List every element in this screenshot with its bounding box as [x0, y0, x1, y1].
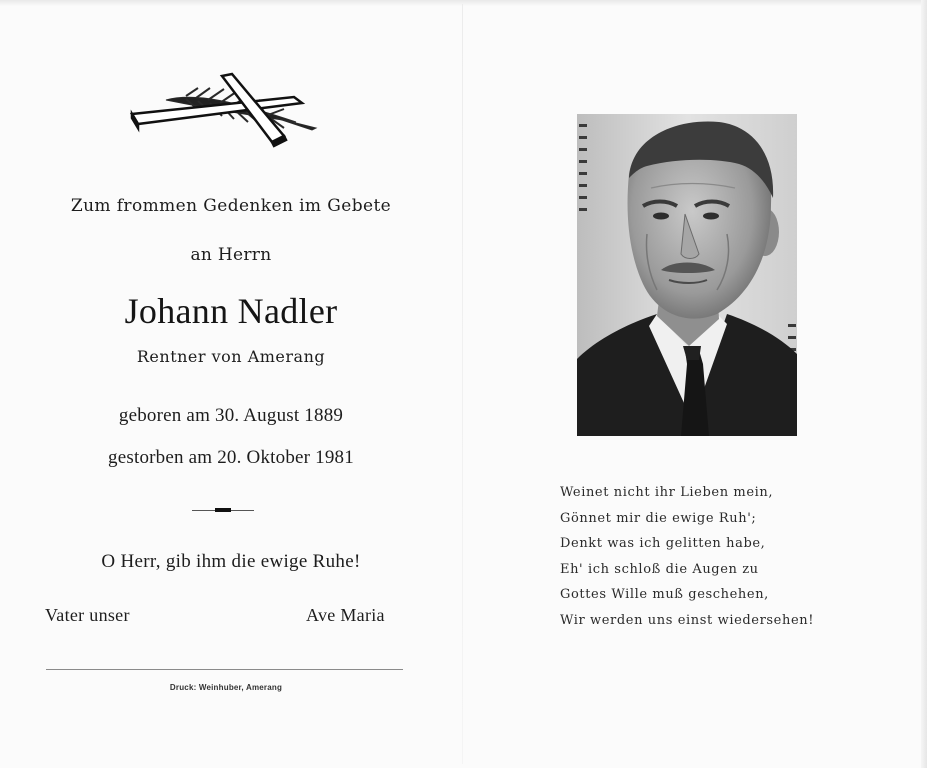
poem-line: Gottes Wille muß geschehen, — [560, 587, 769, 602]
poem-line: Denkt was ich gelitten habe, — [560, 536, 766, 551]
deceased-name: Johann Nadler — [124, 291, 338, 331]
card-fold-line — [462, 4, 463, 764]
cross-with-palm-icon — [126, 72, 326, 148]
printer-credit: Druck: Weinhuber, Amerang — [169, 683, 283, 692]
poem — [560, 485, 814, 638]
poem-line: Eh' ich schloß die Augen zu — [560, 561, 759, 577]
poem-line: Wir werden uns einst wiedersehen! — [560, 612, 815, 628]
card-right-edge — [921, 0, 927, 768]
death-date: gestorben am 20. Oktober 1981 — [108, 447, 354, 468]
dash-ornament — [192, 509, 254, 512]
portrait-illustration — [577, 114, 797, 436]
card-top-edge — [0, 0, 927, 6]
poem-line: Gönnet mir die ewige Ruh'; — [560, 510, 757, 526]
poem-line: Weinet nicht ihr Lieben mein, — [560, 485, 774, 500]
salutation: an Herrn — [190, 245, 272, 265]
dash-ornament-bar — [215, 508, 231, 512]
prayer-vater-unser: Vater unser — [45, 605, 130, 625]
footer-rule — [46, 669, 403, 670]
deceased-description: Rentner von Amerang — [136, 347, 326, 366]
prayer-ave-maria: Ave Maria — [306, 605, 385, 625]
prayer-line: O Herr, gib ihm die ewige Ruhe! — [101, 551, 361, 572]
memorial-header: Zum frommen Gedenken im Gebete — [70, 196, 392, 216]
portrait-photo — [577, 114, 797, 436]
birth-date: geboren am 30. August 1889 — [118, 405, 344, 426]
